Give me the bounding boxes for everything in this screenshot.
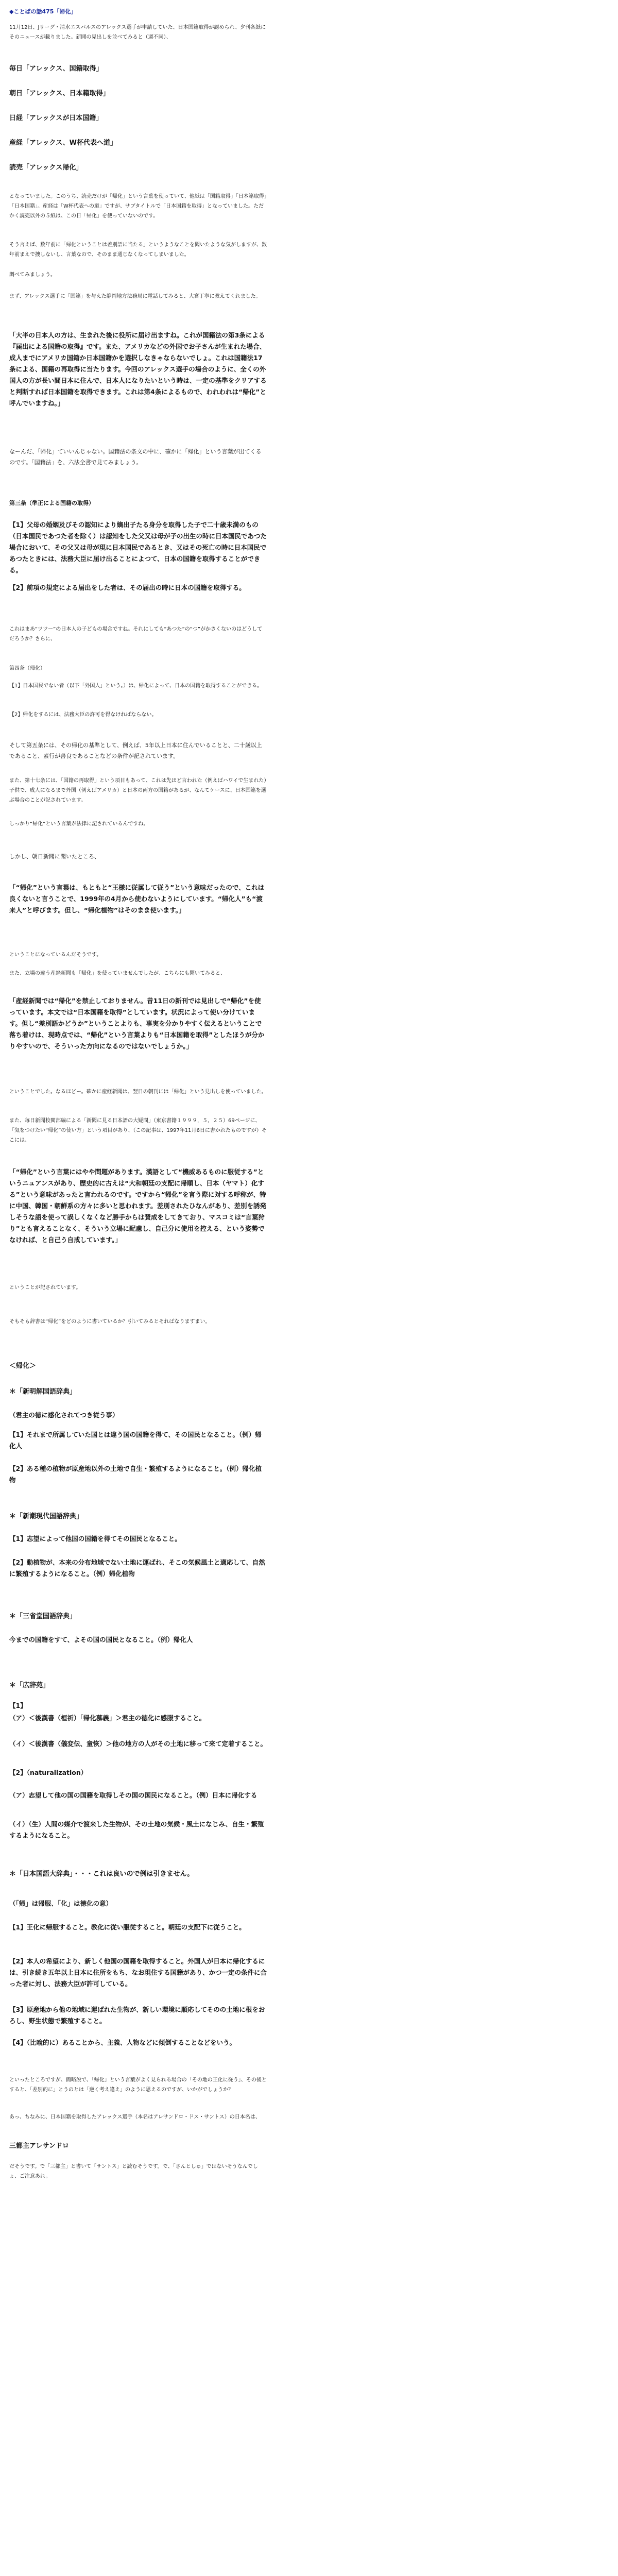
law-text: 【1】日本国民でない者（以下「外国人」という。）は、帰化によって、日本の国籍を取得することができる。 xyxy=(9,683,263,689)
law-heading-article3: 第三条（準正による国籍の取得） xyxy=(9,500,94,506)
headline-sankei: 産経「アレックス、W杯代表へ道」 xyxy=(9,139,117,147)
paragraph: ということになっているんだそうです。 xyxy=(9,952,102,958)
paragraph: ということが記されています。 xyxy=(9,1285,81,1291)
dictionary-entry: 【2】ある種の植物が原産地以外の土地で自生・繁殖するようになること。（例）帰化植物 xyxy=(9,1465,262,1484)
paragraph: しっかり“帰化”という言葉が法律に記されているんですね。 xyxy=(9,821,149,827)
law-text: 【2】前項の規定による届出をした者は、その届出の時に日本の国籍を取得する。 xyxy=(9,584,246,591)
dictionary-name: ＊「日本国語大辞典」・・・これは良いので例は引きません。 xyxy=(9,1870,194,1878)
dictionary-entry: 【1】王化に帰服すること。教化に従い服従すること。朝廷の支配下に従うこと。 xyxy=(9,1923,246,1931)
headline-asahi: 朝日「アレックス、日本籍取得」 xyxy=(9,90,110,97)
headline-nikkei: 日経「アレックスが日本国籍」 xyxy=(9,114,103,122)
japanese-name: 三都主アレサンドロ xyxy=(9,2142,69,2150)
dictionary-name: ＊「広辞苑」 xyxy=(9,1682,50,1689)
dictionary-entry: 【1】それまで所属していた国とは違う国の国籍を得て、その国民となること。（例）帰化人 xyxy=(9,1431,262,1450)
paragraph: しかし、朝日新聞に聞いたところ、 xyxy=(9,853,100,860)
page-title: ◆ことばの話475「帰化」 xyxy=(9,8,77,15)
dictionary-entry: （君主の徳に感化されてつき従う事） xyxy=(9,1411,119,1419)
section-heading: ＜帰化＞ xyxy=(9,1362,37,1370)
paragraph: 調べてみましょう。 xyxy=(9,272,56,278)
paragraph: ということでした。なるほどー。確かに産経新聞は、翌日の朝刊には「帰化」という見出しを使っていました。 xyxy=(9,1089,267,1095)
paragraph: また、第十七条には、「国籍の再取得」という項目もあって、これは先ほど言われた（例えばハワイで生まれた）子供で、成人になるまで外国（例えばアメリカ）と日本の両方の国籍があるが、なんてケースに、日本国籍を選ぶ場合のことが記されています。 xyxy=(9,778,267,803)
paragraph: だそうです。で「三都主」と書いて「サントス」と読むそうです。で、「さんとしゅ」ではないそうなんでしょ、ご注意あれ。 xyxy=(9,2164,258,2179)
dictionary-name: ＊「新潮現代国語辞典」 xyxy=(9,1513,83,1520)
paragraph: といったところですが、簡略説で、「帰化」という言葉がよく見られる場合の「その地の王化に従う」、その後とすると、「差別的に」とうのとは「逆く考え違え」のように思えるのですが、いかがでしょうか？ xyxy=(9,2077,267,2093)
paragraph: そう言えば、数年前に「帰化ということは差別語に当たる」というようなことを聞いたような気がしますが、数年前まえで捜しないし、言葉なので、そのまま通じなくなってしまいました。 xyxy=(9,242,267,258)
intro-paragraph: 11月12日、Jリーグ・清水エスパルスのアレックス選手が申請していた、日本国籍取得が認められ、夕刊各紙にそのニュースが載りました。新聞の見出しを並べてみると（週不同）、 xyxy=(9,25,266,40)
paragraph: となっていました。このうち、読売だけが「帰化」という言葉を使っていて、他紙は「国籍取得」「日本籍取得」「日本国籍」。産経は「W杯代表への道」ですが、サブタイトルで「日本国籍を取得」となっていました。ただかく読売以外の５紙は、この日「帰化」を使っていないのです。 xyxy=(9,194,267,219)
paragraph: あっ、ちなみに、日本国籍を取得したアレックス選手（本名はアレサンドロ・ドス・サントス）の日本名は、 xyxy=(9,2114,261,2120)
quote-legal-bureau: 「大半の日本人の方は、生まれた後に役所に届け出ますね。これが国籍法の第3条による『届出による国籍の取得』です。また、アメリカなどの外国でお子さんが生まれた場合、成人までにアメリカ国籍か日本国籍かを選択しなきゃならないでしょ。これは国籍法17条による、国籍の再取得に当たります。今回のアレックス選手の場合のように、全くの外国人の方が長い間日本に住んで、日本人になりたいという時は、一定の基準をクリアすると判断すれば日本国籍を取得できます。これは第4条によるもので、われわれは“帰化”と呼んでいますね。」 xyxy=(9,331,267,407)
dictionary-entry: 【2】（naturalization） xyxy=(9,1769,88,1776)
paragraph: また、立場の違う産経新聞も「帰化」を使っていませんでしたが、こちらにも聞いてみると、 xyxy=(9,971,226,976)
dictionary-entry: 今までの国籍をすて、よその国の国民となること。（例）帰化人 xyxy=(9,1636,193,1643)
paragraph: なーんだ、「帰化」ていいんじゃない。国籍法の条文の中に、確かに「帰化」という言葉が出てくるのです。「国籍法」を、六法全書で見てみましょう。 xyxy=(9,448,262,466)
dictionary-entry: （ア）志望して他の国の国籍を取得しその国の国民になること。（例）日本に帰化する xyxy=(9,1791,258,1799)
law-text: 【1】父母の婚姻及びその認知により嫡出子たる身分を取得した子で二十歳未満のもの（日本国民であつた者を除く）は認知をした父又は母が子の出生の時に日本国民であつた場合において、その父又は母が現に日本国民であるとき、又はその死亡の時に日本国民であつたときには、法務大臣に届け出ることによつて、日本の国籍を取得することができる。 xyxy=(9,521,267,574)
dictionary-entry: 【4】（比喩的に）あることから、主義、人物などに傾倒することなどをいう。 xyxy=(9,2039,236,2046)
dictionary-entry: 【1】志望によって他国の国籍を得てその国民となること。 xyxy=(9,1535,181,1543)
paragraph: これはまあ“ツツー”の日本人の子どもの場合ですね。それにしても“あつた”の“つ”がかさくないのはどうしてだろうか？さらに、 xyxy=(9,626,263,642)
dictionary-entry: 【3】原産地から他の地域に運ばれた生物が、新しい環境に順応してそのの土地に根をおろし、野生状態で繁殖すること。 xyxy=(9,2006,265,2025)
law-heading-article4: 第四条（帰化） xyxy=(9,666,45,671)
dictionary-name: ＊「三省堂国語辞典」 xyxy=(9,1613,77,1620)
paragraph: そもそも辞書は“帰化”をどのように書いているか？引いてみるとそればなりますまい。 xyxy=(9,1319,211,1325)
headline-yomiuri: 読売「アレックス帰化」 xyxy=(9,164,83,172)
quote-asahi: 「“帰化”という言葉は、もともと“王様に従属して従う”という意味だったので、これは良くないと言うことで、1999年の4月から使わないようにしています。“帰化人”も“渡来人”と呼びます。但し、“帰化植物”はそのまま使います。」 xyxy=(9,884,265,914)
dictionary-entry: 【2】本人の希望により、新しく他国の国籍を取得すること。外国人が日本に帰化するには、引き続き五年以上日本に住所をもち、なお現住する国籍があり、かつ一定の条件に合った者に対し、法務大臣が許可している。 xyxy=(9,1957,267,1988)
dictionary-name: ＊「新明解国語辞典」 xyxy=(9,1388,77,1396)
quote-mainichi: 「“帰化”という言葉にはやや問題があります。漢語として“機威あるものに服従する”というニュアンスがあり、歴史的に古えは“大和朝廷の支配に帰順し、日本（ヤマト）化する”という意味があったと言われるのです。ですから“帰化”を言う際に対する呼称が、特に中国、韓国・朝鮮系の方々に多いと思われます。差別されたひなんがあり、差別を誘発しそうな語を使って誤しくなくなど勝手からは賛成をしてきており、マスコミは“言葉狩り”とも言えることなく、そういう立場に配慮し、自己分に使用を控える、という姿勢でなければ、と自己う自戒しています。」 xyxy=(9,1168,267,1244)
dictionary-entry: （「帰」は帰服、「化」は徳化の意） xyxy=(9,1900,113,1907)
paragraph: まず、アレックス選手に「国籍」を与えた静岡地方法務局に電話してみると、大宮丁寧に教えてくれました。 xyxy=(9,294,261,299)
dictionary-entry: 【1】 xyxy=(9,1702,27,1709)
dictionary-entry: 【2】動植物が、本来の分布地域でない土地に運ばれ、そこの気候風土と適応して、自然に繁殖するようになること。（例）帰化植物 xyxy=(9,1558,265,1578)
paragraph: そして第五条には、その帰化の基準として、例えば、5年以上日本に住んでいることと、二十歳以上であること、素行が善良であることなどの条件が記されています。 xyxy=(9,742,262,759)
quote-sankei: 「産経新聞では“帰化”を禁止しておりません。昔11日の新刊では見出しで“帰化”を使っています。本文では“日本国籍を取得”としています。状況によって使い分けています。但し“差別語かどうか”ということよりも、事実を分かりやすく伝えるということで落ち着けは、現時点では、“帰化”という言葉よりも“日本国籍を取得”としたほうが分かりやすいので、そういった方向になるのではないでしょうか。」 xyxy=(9,997,265,1050)
law-text: 【2】帰化をするには、法務大臣の許可を得なければならない。 xyxy=(9,712,157,718)
dictionary-entry: （イ）＜後漢書（儀変伝、童恢）＞他の地方の人がその土地に移って来て定着すること。 xyxy=(9,1740,267,1748)
headline-mainichi: 毎日「アレックス、国籍取得」 xyxy=(9,65,103,73)
dictionary-entry: （イ）（生）人間の媒介で渡来した生物が、その土地の気候・風土になじみ、自生・繁殖するようになること。 xyxy=(9,1820,264,1839)
dictionary-entry: （ア）＜後漢書（桓祈）「帰化慕義」＞君主の徳化に感服すること。 xyxy=(9,1714,206,1722)
paragraph: また、毎日新聞校閲部編による「新聞に見る日本語の大疑問」（東京書籍１９９９，５，２５）69ページに、「気をつけたい“帰化”の使い方」という項目があり、（この記事は、1997年11月6日に書かれたものですが）そこには、 xyxy=(9,1118,267,1143)
